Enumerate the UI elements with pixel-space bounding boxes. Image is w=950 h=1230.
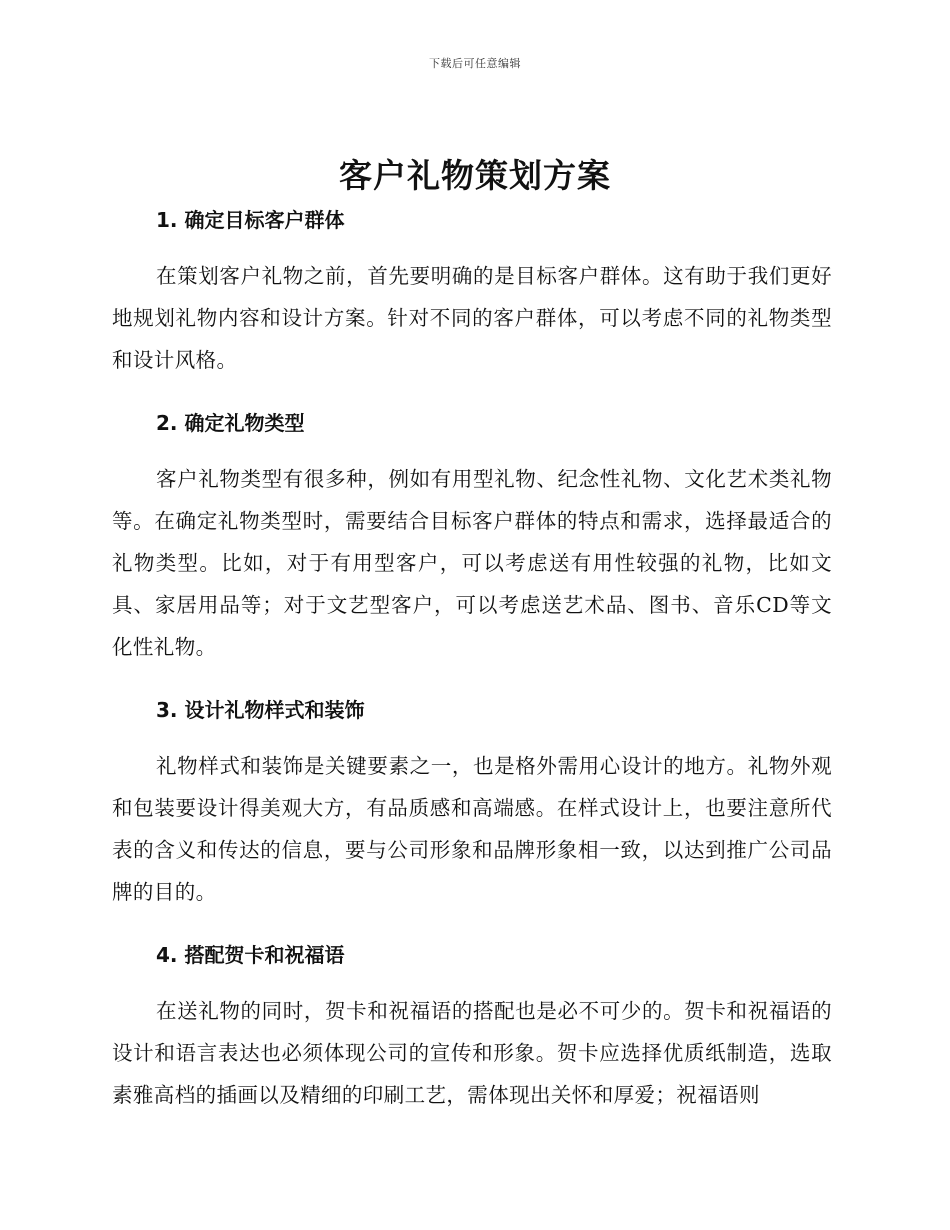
header-note: 下载后可任意编辑 (429, 57, 521, 70)
section-heading: 3. 设计礼物样式和装饰 (156, 698, 365, 722)
section-target-customers (112, 202, 832, 381)
section-heading: 1. 确定目标客户群体 (156, 208, 345, 232)
document-body (112, 200, 832, 1140)
section-heading: 2. 确定礼物类型 (156, 411, 305, 435)
section-gift-type (112, 405, 832, 668)
section-paragraph: 在送礼物的同时，贺卡和祝福语的搭配也是必不可少的。贺卡和祝福语的设计和语言表达也必须体现公司的宣传和形象。贺卡应选择优质纸制造，选取素雅高档的插画以及精细的印刷工艺，需体现出关怀和厚爱；祝福语则 (112, 999, 832, 1107)
section-greeting-card (112, 937, 832, 1116)
section-gift-design (112, 692, 832, 913)
document-title: 客户礼物策划方案 (339, 156, 611, 195)
section-heading: 4. 搭配贺卡和祝福语 (156, 943, 345, 967)
section-paragraph: 客户礼物类型有很多种，例如有用型礼物、纪念性礼物、文化艺术类礼物等。在确定礼物类型时，需要结合目标客户群体的特点和需求，选择最适合的礼物类型。比如，对于有用型客户，可以考虑送有用性较强的礼物，比如文具、家居用品等；对于文艺型客户，可以考虑送艺术品、图书、音乐CD等文化性礼物。 (112, 467, 832, 659)
section-paragraph: 礼物样式和装饰是关键要素之一，也是格外需用心设计的地方。礼物外观和包装要设计得美观大方，有品质感和高端感。在样式设计上，也要注意所代表的含义和传达的信息，要与公司形象和品牌形象相一致，以达到推广公司品牌的目的。 (112, 754, 832, 904)
section-paragraph: 在策划客户礼物之前，首先要明确的是目标客户群体。这有助于我们更好地规划礼物内容和设计方案。针对不同的客户群体，可以考虑不同的礼物类型和设计风格。 (112, 264, 832, 372)
